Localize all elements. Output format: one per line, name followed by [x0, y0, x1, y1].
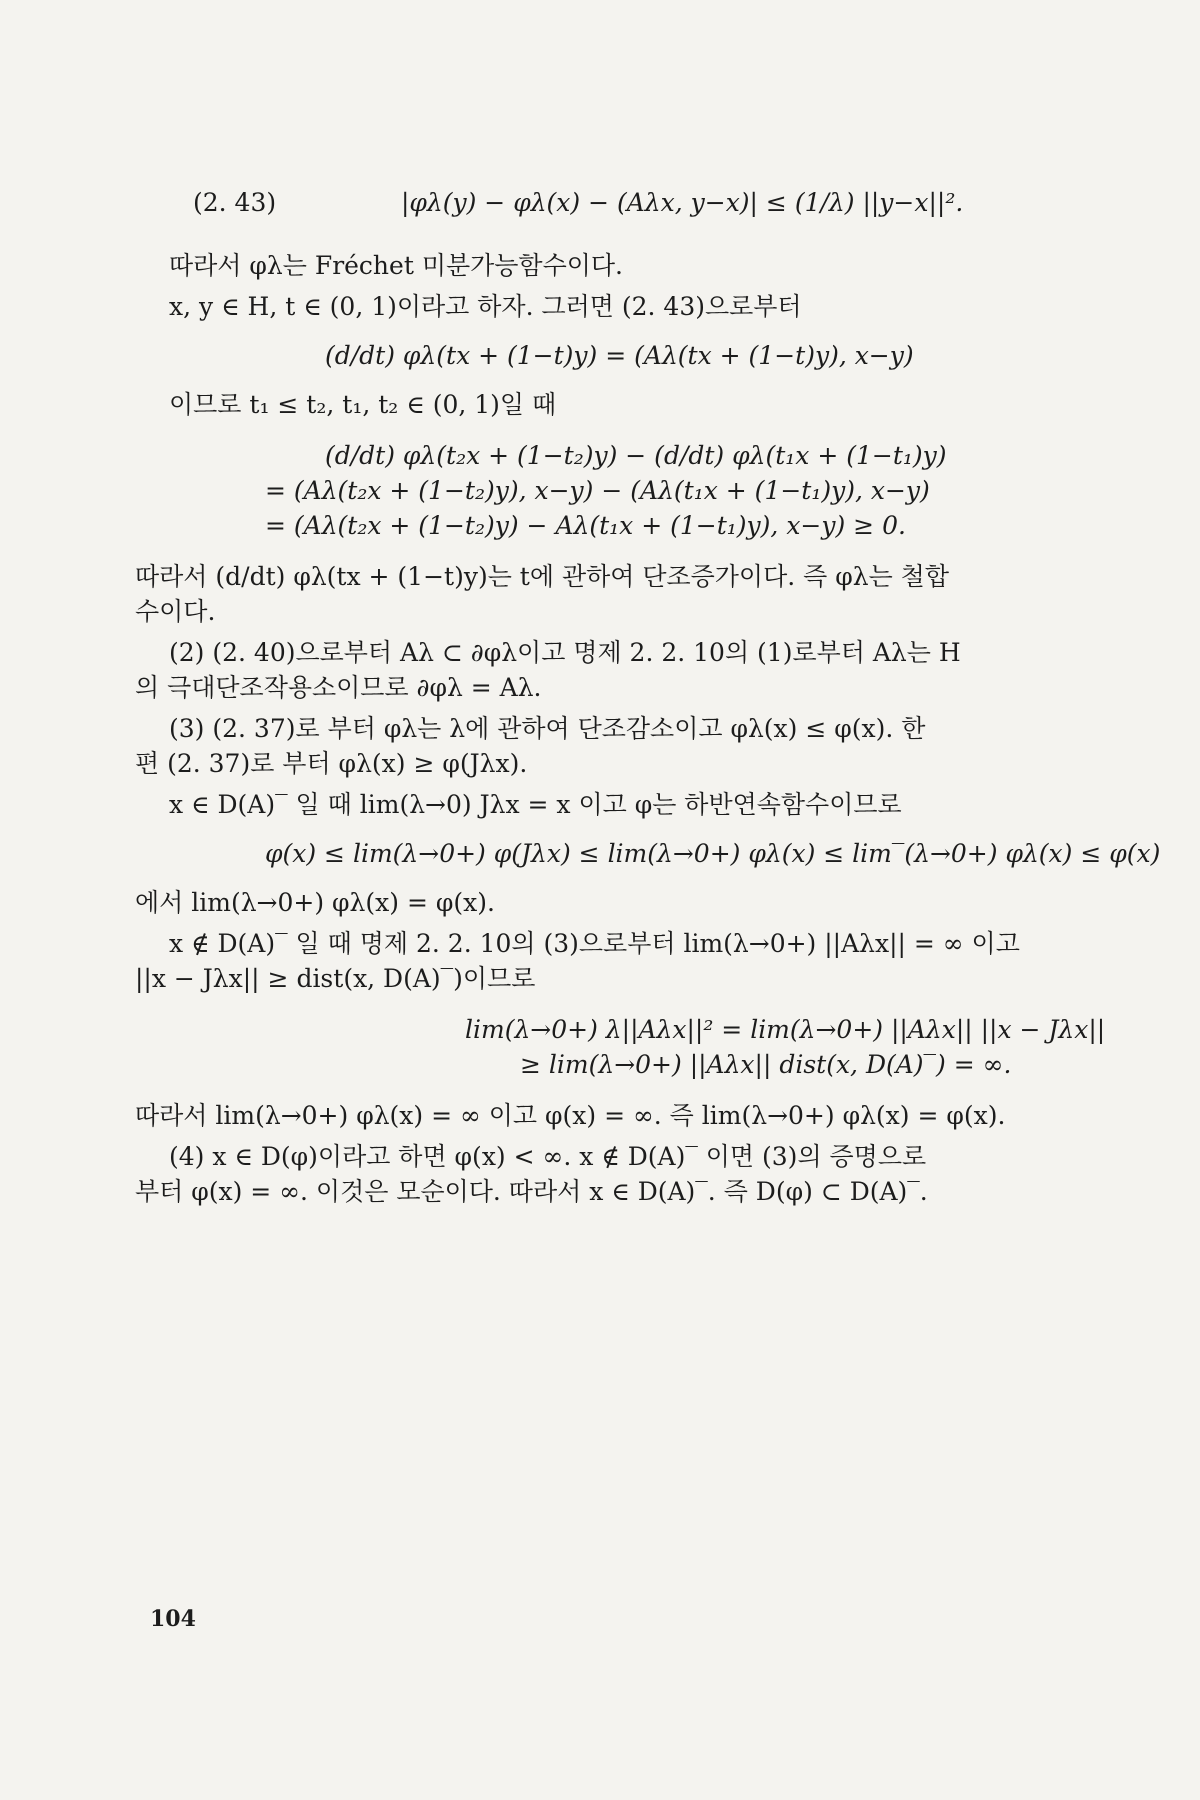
paragraph-outside-closure-1: x ∉ D(A)‾ 일 때 명제 2. 2. 10의 (3)으로부터 lim(λ→0+) ||Aλx|| = ∞ 이고: [169, 929, 1020, 958]
paragraph-part4-2: 부터 φ(x) = ∞. 이것은 모순이다. 따라서 x ∈ D(A)‾. 즉 D(φ) ⊂ D(A)‾.: [135, 1177, 928, 1206]
page-number: 104: [150, 1606, 196, 1632]
paragraph-frechet: 따라서 φλ는 Fréchet 미분가능함수이다.: [169, 251, 623, 280]
paragraph-part4-1: (4) x ∈ D(φ)이라고 하면 φ(x) < ∞. x ∉ D(A)‾ 이면 (3)의 증명으로: [169, 1142, 927, 1171]
equation-2-43: [135, 185, 1080, 220]
paragraph-part3-2: 편 (2. 37)로 부터 φλ(x) ≥ φ(Jλx).: [135, 749, 528, 778]
paragraph-monotone-2: 수이다.: [135, 597, 216, 626]
equation-infinity-1: lim(λ→0+) λ||Aλx||² = lim(λ→0+) ||Aλx|| ||x − Jλx||: [465, 1015, 1106, 1044]
page-body: [135, 185, 1161, 1209]
equation-derivative: (d/dt) φλ(tx + (1−t)y) = (Aλ(tx + (1−t)y), x−y): [325, 341, 914, 370]
paragraph-let-xy: x, y ∈ H, t ∈ (0, 1)이라고 하자. 그러면 (2. 43)으로부터: [169, 292, 802, 321]
paragraph-part3-1: (3) (2. 37)로 부터 φλ는 λ에 관하여 단조감소이고 φλ(x) ≤ φ(x). 한: [169, 714, 926, 743]
paragraph-t1-t2: 이므로 t₁ ≤ t₂, t₁, t₂ ∈ (0, 1)일 때: [169, 390, 557, 419]
equation-difference-2: = (Aλ(t₂x + (1−t₂)y), x−y) − (Aλ(t₁x + (1−t₁)y), x−y): [265, 476, 930, 505]
equation-text: |φλ(y) − φλ(x) − (Aλx, y−x)| ≤ (1/λ) ||y−x||².: [400, 188, 964, 217]
paragraph-limit-result: 에서 lim(λ→0+) φλ(x) = φ(x).: [135, 888, 495, 917]
paragraph-infinity-result: 따라서 lim(λ→0+) φλ(x) = ∞ 이고 φ(x) = ∞. 즉 lim(λ→0+) φλ(x) = φ(x).: [135, 1101, 1006, 1130]
paragraph-monotone-1: 따라서 (d/dt) φλ(tx + (1−t)y)는 t에 관하여 단조증가이다. 즉 φλ는 철합: [135, 562, 949, 591]
equation-liminf-chain: φ(x) ≤ lim(λ→0+) φ(Jλx) ≤ lim(λ→0+) φλ(x) ≤ lim‾(λ→0+) φλ(x) ≤ φ(x): [265, 839, 1161, 868]
equation-number: (2. 43): [193, 188, 277, 217]
paragraph-lower-semicontinuous: x ∈ D(A)‾ 일 때 lim(λ→0) Jλx = x 이고 φ는 하반연속함수이므로: [169, 790, 902, 819]
equation-infinity-2: ≥ lim(λ→0+) ||Aλx|| dist(x, D(A)‾) = ∞.: [520, 1050, 1012, 1079]
paragraph-outside-closure-2: ||x − Jλx|| ≥ dist(x, D(A)‾)이므로: [135, 964, 536, 993]
equation-difference-1: (d/dt) φλ(t₂x + (1−t₂)y) − (d/dt) φλ(t₁x + (1−t₁)y): [325, 441, 947, 470]
paragraph-part2-1: (2) (2. 40)으로부터 Aλ ⊂ ∂φλ이고 명제 2. 2. 10의 (1)로부터 Aλ는 H: [169, 638, 961, 667]
equation-difference-3: = (Aλ(t₂x + (1−t₂)y) − Aλ(t₁x + (1−t₁)y), x−y) ≥ 0.: [265, 511, 906, 540]
paragraph-part2-2: 의 극대단조작용소이므로 ∂φλ = Aλ.: [135, 673, 542, 702]
